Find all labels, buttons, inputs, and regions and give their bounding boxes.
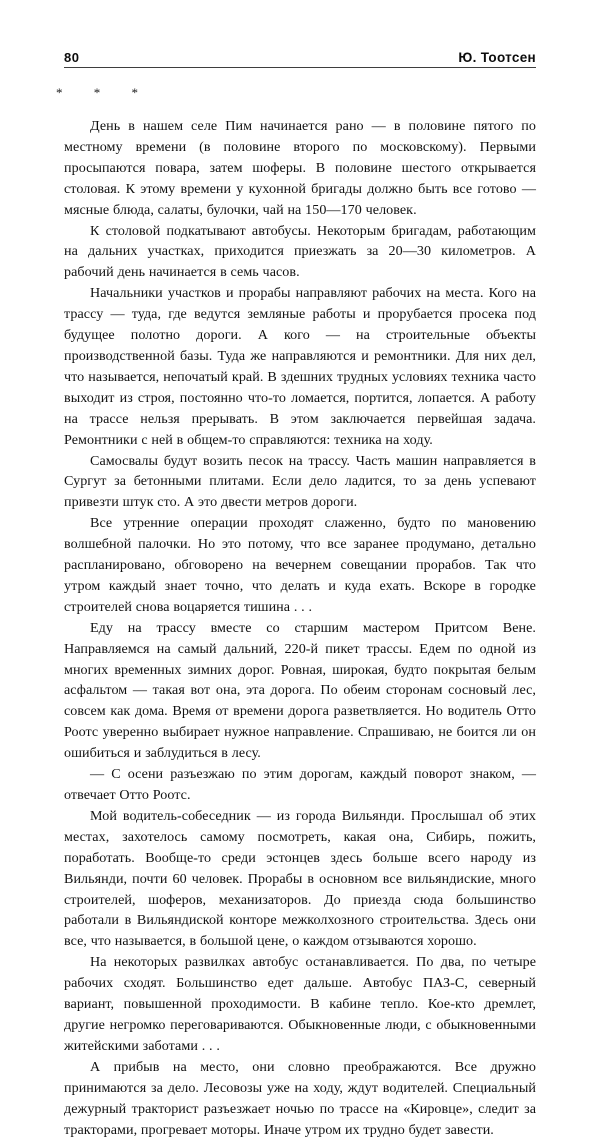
page-content-area xyxy=(56,44,536,1140)
paragraph: День в нашем селе Пим начинается рано — в половине пятого по местному времени (в половине второго по московскому). Первыми просыпаются повара, затем шоферы. В половине шестого открывается столовая. К этому времени у кухонной бригады должно быть все готово — мясные блюда, салаты, булочки, чай на 150—170 человек. xyxy=(64,118,536,218)
body-text xyxy=(64,116,536,1140)
paragraph: Еду на трассу вместе со старшим мастером Притсом Вене. Направляемся на самый дальний, 220-й пикет трассы. Едем по одной из многих временных зимних дорог. Ровная, широкая, будто покрытая белым асфальтом — такая вот она, эта дорога. По обеим сторонам сосновый лес, совсем как дома. Время от времени дорога разветвляется. Но водитель Отто Роотс уверенно выбирает нужное направление. Спрашиваю, не боится ли он ошибиться и заблудиться в лесу. xyxy=(64,619,536,762)
paragraph: — С осени разъезжаю по этим дорогам, каждый поворот знаком, — отвечает Отто Роотс. xyxy=(64,766,536,803)
running-head-author: Ю. Тоотсен xyxy=(458,49,536,65)
paragraph: А прибыв на место, они словно преображаются. Все дружно принимаются за дело. Лесовозы уже на ходу, ждут водителей. Специальный дежурный тракторист разъезжает ночью по трассе на «Кировце», следит за тракторами, прогревает моторы. Иначе утром их трудно будет завести. xyxy=(64,1058,536,1138)
paragraph: На некоторых развилках автобус останавливается. По два, по четыре рабочих сходят. Большинство едет дальше. Автобус ПАЗ-С, северный вариант, повышенной проходимости. В кабине тепло. Кое-кто дремлет, другие негромко переговариваются. Обыкновенные люди, с обыкновенными житейскими заботами . . . xyxy=(64,954,536,1054)
paragraph: Мой водитель-собеседник — из города Вильянди. Прослышал об этих местах, захотелось самому посмотреть, какая она, Сибирь, пожить, поработать. Вообще-то среди эстонцев здесь больше всего народу из Вильянди, почти 60 человек. Прорабы в основном все вильяндиские, много строителей, шоферов, механизаторов. До приезда сюда большинство работали в Вильяндиской конторе межколхозного строительства. Здесь они все, что называется, в большой цене, о каждом отзываются хорошо. xyxy=(64,807,536,950)
paragraph: Начальники участков и прорабы направляют рабочих на места. Кого на трассу — туда, где ведутся земляные работы и прорубается просека под будущее полотно дороги. А кого — на строительные объекты производственной базы. Туда же направляются и ремонтники. Для них дел, что называется, непочатый край. В здешних трудных условиях техника часто выходит из строя, постоянно что-то ломается, портится, лопается. А работу на трассе нельзя прерывать. В этом заключается первейшая задача. Ремонтники с ней в общем-то справляются: техника на ходу. xyxy=(64,285,536,448)
paragraph: Все утренние операции проходят слаженно, будто по мановению волшебной палочки. Но это потому, что все заранее продумано, детально распланировано, обговорено на вечернем совещании прорабов. Так что утром каждый знает точно, что делать и куда ехать. Вскоре в городке строителей снова воцаряется тишина . . . xyxy=(64,515,536,615)
paragraph: К столовой подкатывают автобусы. Некоторым бригадам, работающим на дальних участках, приходится приезжать за 20—30 километров. А рабочий день начинается в семь часов. xyxy=(64,222,536,281)
page-number: 80 xyxy=(64,50,80,65)
running-head-rule xyxy=(64,67,536,68)
paragraph: Самосвалы будут возить песок на трассу. Часть машин направляется в Сургут за бетонными плитами. Если дело ладится, то за день успевают привезти штук сто. А это двести метров дороги. xyxy=(64,452,536,511)
running-head xyxy=(64,44,536,64)
section-separator: * * * xyxy=(56,85,152,100)
